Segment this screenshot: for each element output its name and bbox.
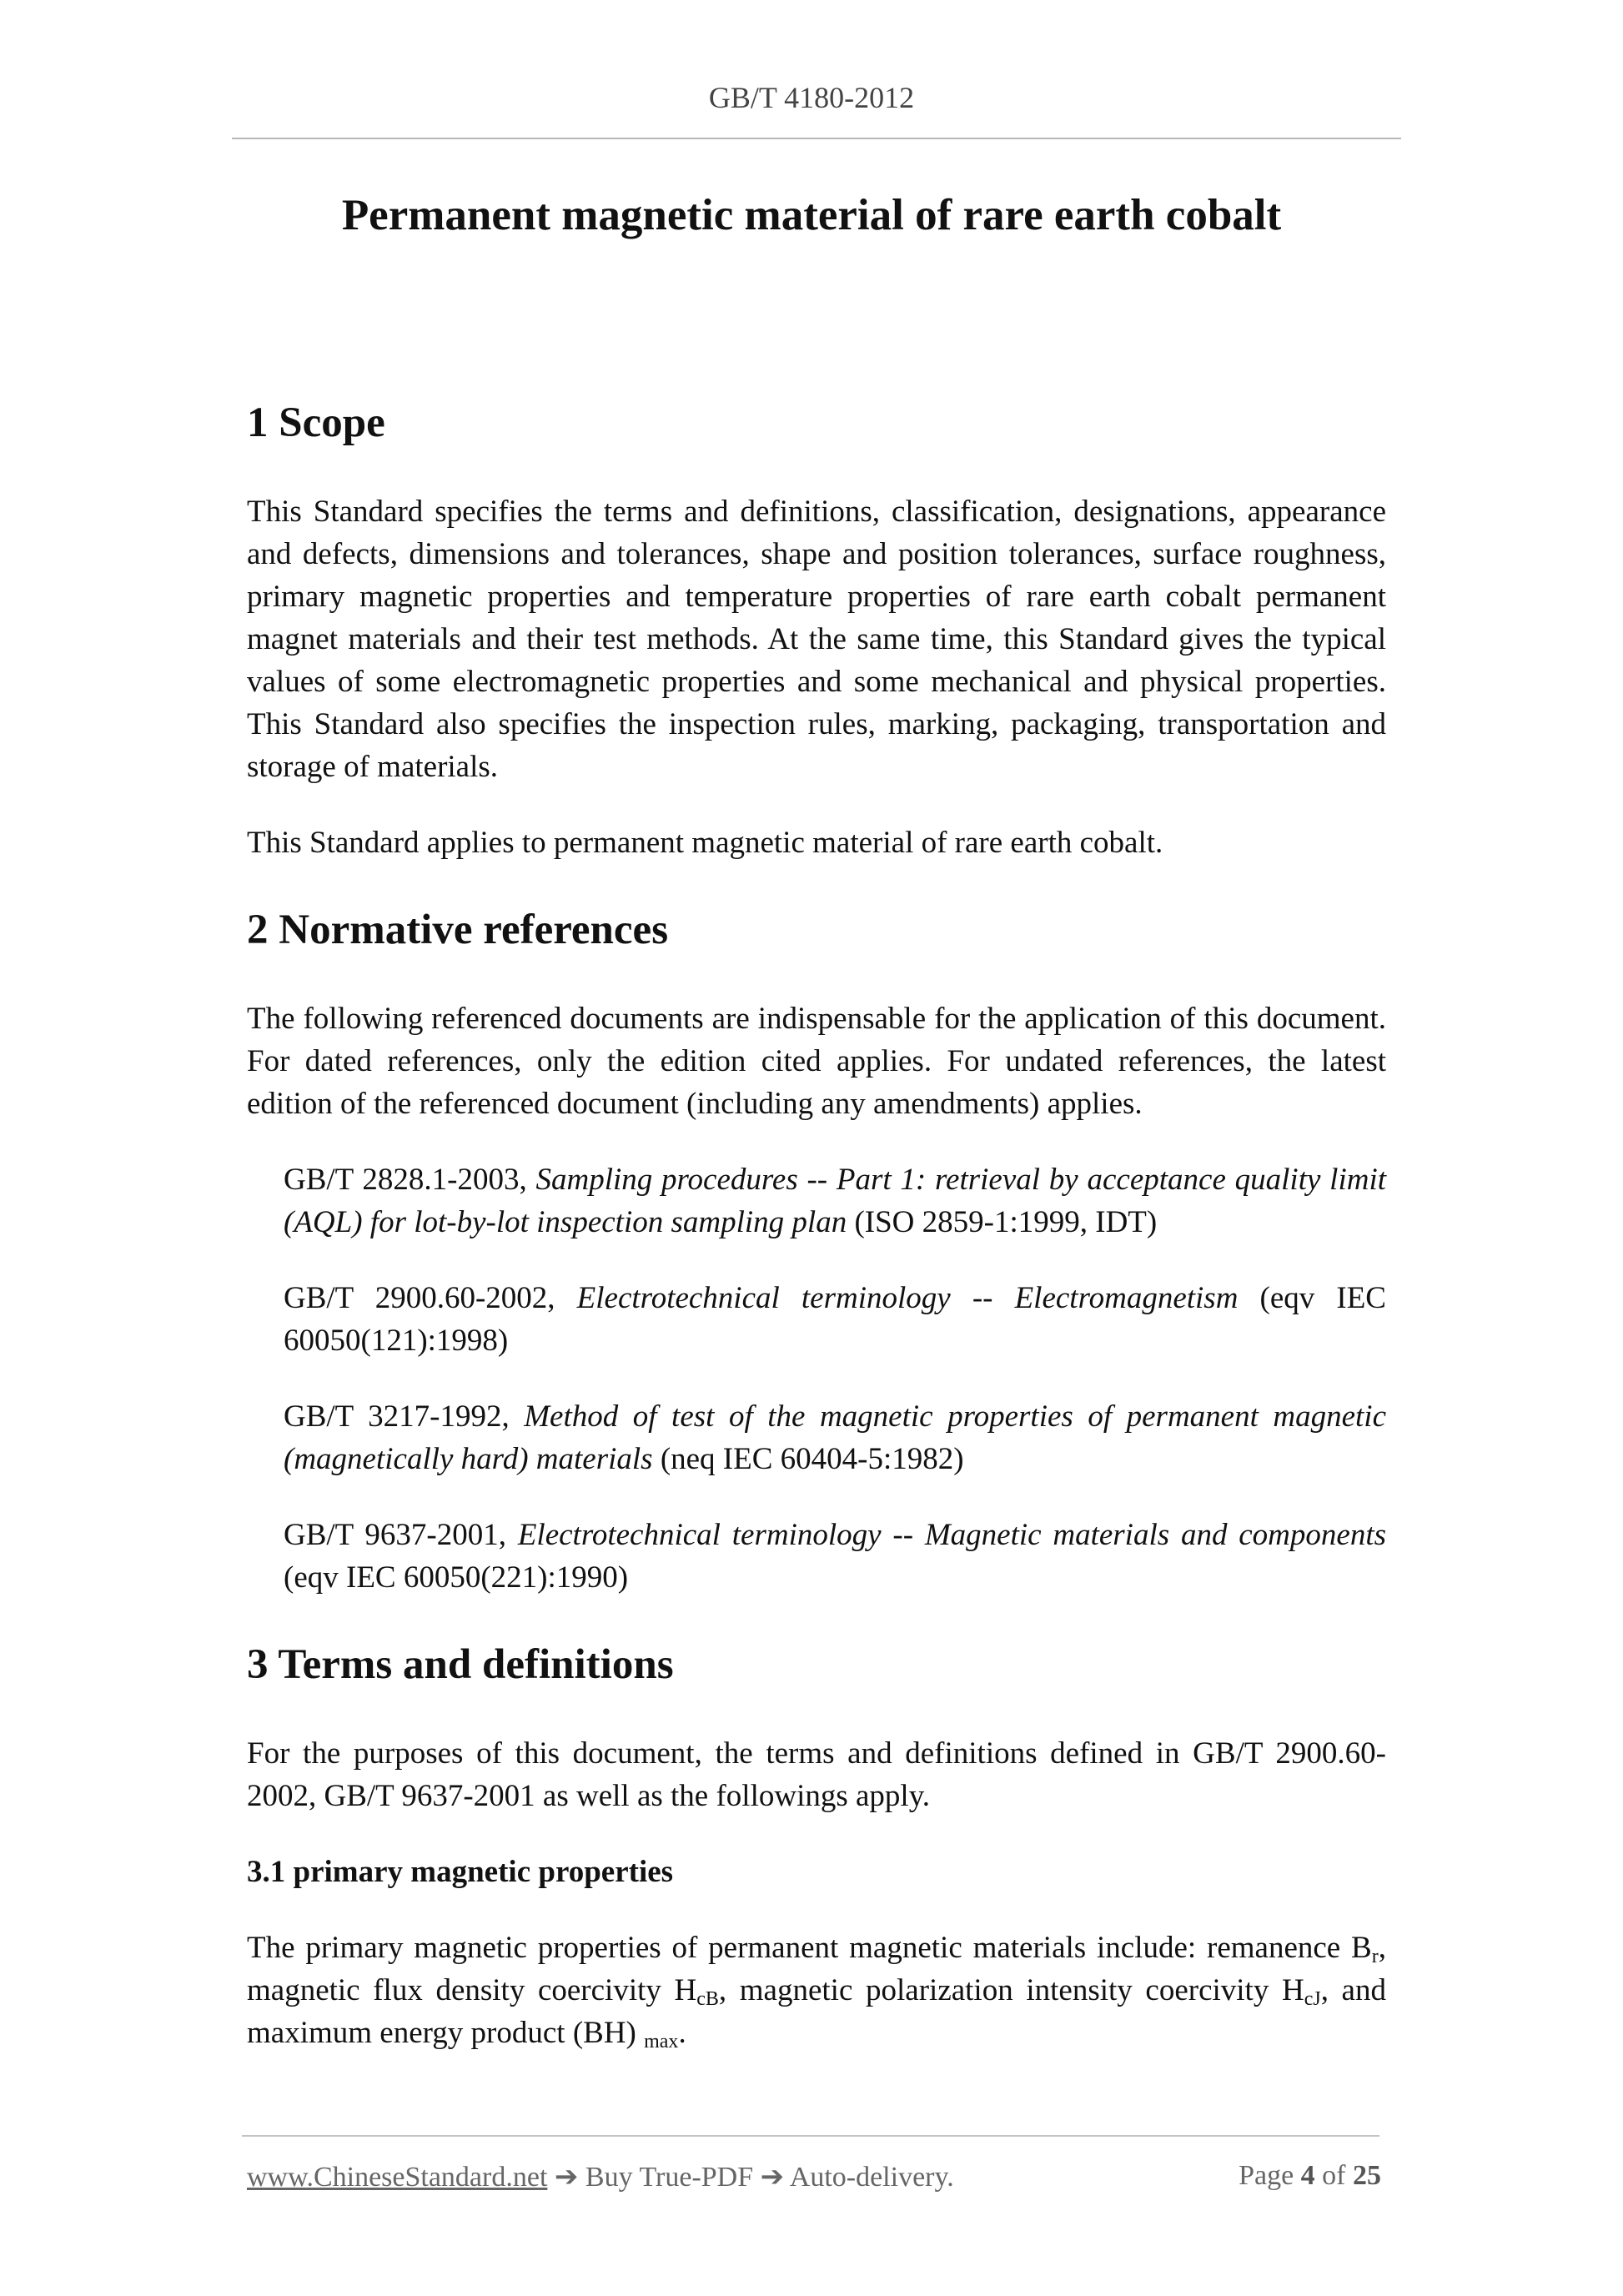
total-pages-number: 25 bbox=[1353, 2160, 1381, 2191]
subscript-r: r bbox=[1371, 1946, 1379, 1967]
definition-text: The primary magnetic properties of permanent magnetic materials include: remanence B bbox=[247, 1931, 1372, 1965]
reference-note: (neq IEC 60404-5:1982) bbox=[652, 1442, 964, 1476]
reference-title: Electrotechnical terminology -- Magnetic materials and components bbox=[517, 1518, 1386, 1552]
reference-item bbox=[284, 1514, 1386, 1599]
auto-delivery-text: Auto-delivery. bbox=[784, 2162, 954, 2193]
section-heading-normative-references: 2 Normative references bbox=[247, 907, 669, 953]
current-page-number: 4 bbox=[1300, 2160, 1315, 2191]
footer-promo bbox=[247, 2160, 954, 2193]
reference-title: Method of test of the magnetic properties of permanent magnetic (magnetically hard) materials bbox=[284, 1399, 1387, 1476]
reference-item bbox=[284, 1395, 1386, 1480]
reference-note: (ISO 2859-1:1999, IDT) bbox=[847, 1205, 1158, 1239]
terms-intro-paragraph: For the purposes of this document, the terms and definitions defined in GB/T 2900.60-2002, GB/T 9637-2001 as well as the followings apply. bbox=[247, 1736, 1386, 1813]
buy-pdf-text: Buy True-PDF bbox=[578, 2162, 761, 2193]
definition-text: , magnetic polarization intensity coercivity H bbox=[718, 1973, 1304, 2007]
footer-divider bbox=[242, 2135, 1379, 2137]
reference-item bbox=[284, 1158, 1386, 1243]
definition-text: , and maximum energy product (BH) bbox=[247, 1973, 1386, 2050]
subscript-cb: cB bbox=[696, 1988, 719, 2010]
page-word: Page bbox=[1239, 2160, 1294, 2191]
of-word: of bbox=[1322, 2160, 1346, 2191]
reference-code: GB/T 2828.1-2003, bbox=[284, 1163, 536, 1197]
scope-paragraph-1: This Standard specifies the terms and definitions, classification, designations, appearance and defects, dimensions and tolerances, shape and position tolerances, surface roughness, primary magnetic properties and temperature properties of rare earth cobalt permanent magnet materials and their test methods. At the same time, this Standard gives the typical values of some electromagnetic properties and some mechanical and physical properties. This Standard also specifies the inspection rules, marking, packaging, transportation and storage of materials. bbox=[247, 495, 1386, 784]
reference-code: GB/T 2900.60-2002, bbox=[284, 1281, 577, 1315]
reference-title: Sampling procedures -- Part 1: retrieval by acceptance quality limit (AQL) for lot-by-lot inspection sampling plan bbox=[284, 1163, 1387, 1239]
page-indicator bbox=[1239, 2160, 1381, 2192]
reference-note: (eqv IEC 60050(121):1998) bbox=[284, 1281, 1386, 1358]
arrow-icon: ➔ bbox=[554, 2162, 579, 2193]
reference-code: GB/T 3217-1992, bbox=[284, 1399, 525, 1434]
subsection-heading-primary-magnetic-properties: 3.1 primary magnetic properties bbox=[247, 1855, 674, 1889]
page-header-code: GB/T 4180-2012 bbox=[708, 81, 915, 114]
reference-code: GB/T 9637-2001, bbox=[284, 1518, 518, 1552]
document-title: Permanent magnetic material of rare earth cobalt bbox=[341, 191, 1282, 239]
section-heading-terms: 3 Terms and definitions bbox=[247, 1641, 674, 1688]
subscript-cj: cJ bbox=[1304, 1988, 1321, 2010]
reference-item bbox=[284, 1277, 1386, 1362]
definition-text: . bbox=[678, 2016, 686, 2050]
subscript-max: max bbox=[644, 2031, 679, 2052]
reference-note: (eqv IEC 60050(221):1990) bbox=[284, 1560, 629, 1595]
definition-paragraph bbox=[247, 1927, 1386, 2054]
header-divider bbox=[232, 138, 1401, 139]
definition-text: , magnetic flux density coercivity H bbox=[247, 1931, 1386, 2007]
section-heading-scope: 1 Scope bbox=[247, 399, 385, 446]
arrow-icon: ➔ bbox=[760, 2162, 785, 2193]
reference-title: Electrotechnical terminology -- Electromagnetism bbox=[576, 1281, 1239, 1315]
normative-intro-paragraph: The following referenced documents are indispensable for the application of this document. For dated references, only the edition cited applies. For undated references, the latest edition of the referenced document (including any amendments) applies. bbox=[247, 1002, 1386, 1121]
website-link[interactable]: www.ChineseStandard.net bbox=[247, 2162, 548, 2193]
scope-paragraph-2: This Standard applies to permanent magnetic material of rare earth cobalt. bbox=[247, 826, 1163, 860]
document-body bbox=[247, 397, 1386, 2054]
